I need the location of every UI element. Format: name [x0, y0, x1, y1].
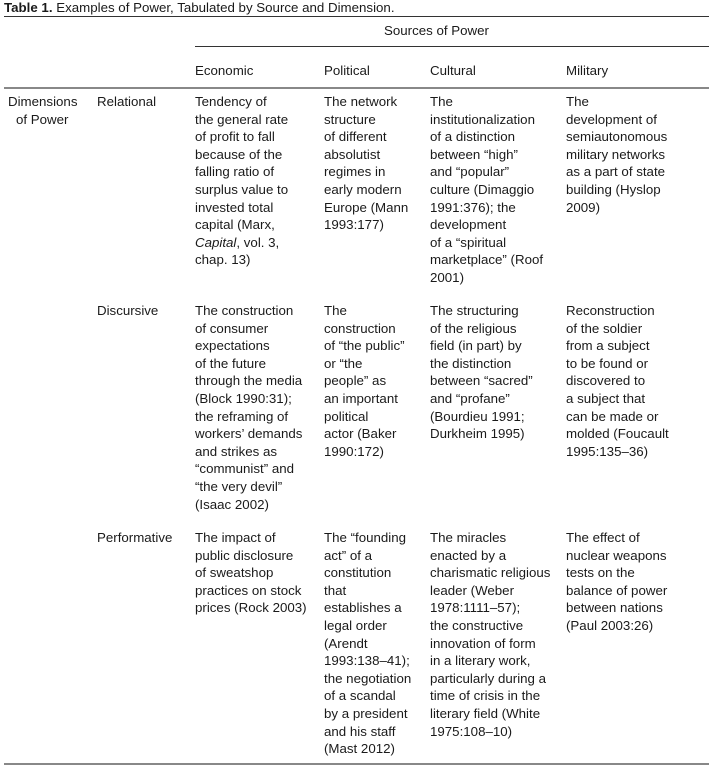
bottom-rule — [4, 763, 709, 765]
cell-line: of profit to fall — [195, 129, 275, 145]
cell-line: actor (Baker — [324, 426, 397, 442]
cell-line: of a scandal — [324, 688, 396, 704]
cell-line: legal order — [324, 617, 387, 633]
cell-line: (Bourdieu 1991; — [430, 408, 525, 424]
cell-line: military networks — [566, 146, 666, 162]
cell-line: The network — [324, 94, 398, 109]
cell-line: 1975:108–10) — [430, 723, 513, 739]
header-rule — [4, 87, 709, 89]
cell-line: through the media — [195, 373, 303, 389]
cell-line: (Paul 2003:26) — [566, 617, 654, 633]
cell-line: and “profane” — [430, 390, 510, 406]
cell-line: (Arendt — [324, 635, 368, 651]
cell-line: literary field (White — [430, 705, 541, 721]
cell-line: falling ratio of — [195, 164, 275, 180]
table-label: Table 1. — [4, 0, 53, 15]
cell-line: political — [324, 408, 369, 424]
cell-line: time of crisis in the — [430, 688, 541, 704]
cell-line: can be made or — [566, 408, 659, 424]
cell-line: development — [430, 217, 507, 233]
cell-line: discovered to — [566, 373, 646, 389]
cell-line: the distinction — [430, 355, 512, 371]
cell-line: the constructive — [430, 617, 524, 633]
table-cell — [566, 93, 667, 216]
top-rule — [4, 16, 709, 17]
cell-line: field (in part) by — [430, 338, 522, 354]
cell-line: nuclear weapons — [566, 547, 667, 563]
row-dimension: Performative — [97, 530, 173, 545]
cell-line: regimes in — [324, 164, 386, 180]
cell-line: The miracles — [430, 530, 507, 545]
cell-line: prices (Rock 2003) — [195, 600, 307, 616]
table-cell — [195, 529, 307, 617]
cell-line: capital (Marx, — [195, 217, 275, 233]
cell-line: chap. 13) — [195, 252, 251, 268]
cell-line: in a literary work, — [430, 653, 531, 669]
cell-line: The — [324, 303, 347, 318]
row-group-label — [8, 93, 77, 128]
table-cell — [566, 529, 667, 635]
cell-line: The “founding — [324, 530, 407, 545]
table-cell — [566, 302, 669, 460]
cell-line: between nations — [566, 600, 663, 616]
cell-line: The — [566, 94, 589, 109]
cell-line: invested total — [195, 199, 274, 215]
cell-line: as a part of state — [566, 164, 666, 180]
table-cell — [195, 302, 302, 513]
cell-line: structure — [324, 111, 376, 127]
cell-line: 1995:135–36) — [566, 443, 649, 459]
cell-line: of a “spiritual — [430, 234, 507, 250]
cell-line: The structuring — [430, 303, 519, 318]
cell-line: charismatic religious — [430, 565, 551, 581]
cell-line: the general rate — [195, 111, 289, 127]
cell-line: development of — [566, 111, 657, 127]
cell-line: and his staff — [324, 723, 396, 739]
cell-line: construction — [324, 320, 396, 336]
cell-line: The — [430, 94, 453, 109]
cell-line: molded (Foucault — [566, 426, 669, 442]
cell-line: that — [324, 582, 347, 598]
table-cell — [195, 93, 288, 269]
cell-line: (Isaac 2002) — [195, 496, 269, 512]
cell-line: and strikes as — [195, 443, 278, 459]
cell-line: leader (Weber — [430, 582, 515, 598]
cell-line: 1990:172) — [324, 443, 384, 459]
table-cell — [324, 529, 411, 758]
col-political: Political — [324, 63, 370, 78]
cell-line: tests on the — [566, 565, 635, 581]
cell-line: public disclosure — [195, 547, 294, 563]
table-cell — [430, 302, 533, 443]
cell-line: the negotiation — [324, 670, 412, 686]
cell-line: “communist” and — [195, 461, 295, 477]
group-rule — [195, 46, 709, 47]
sources-of-power-header: Sources of Power — [384, 23, 489, 38]
col-military: Military — [566, 63, 609, 78]
cell-line: of “the public” — [324, 338, 405, 354]
cell-line: of different — [324, 129, 387, 145]
cell-line: of the soldier — [566, 320, 643, 336]
cell-line: people” as — [324, 373, 387, 389]
cell-line: the reframing of — [195, 408, 289, 424]
cell-line: 2001) — [430, 269, 465, 285]
cell-line: surplus value to — [195, 181, 289, 197]
cell-line: Europe (Mann — [324, 199, 409, 215]
cell-line: of a distinction — [430, 129, 516, 145]
cell-line: from a subject — [566, 338, 650, 354]
table-cell — [430, 529, 550, 740]
row-group-line: of Power — [16, 111, 69, 127]
cell-line: because of the — [195, 146, 283, 162]
cell-line: or “the — [324, 355, 363, 371]
table-cell — [430, 93, 543, 287]
cell-line: The construction — [195, 303, 294, 318]
cell-line: Tendency of — [195, 94, 267, 109]
cell-line: “the very devil” — [195, 478, 283, 494]
cell-line: 1978:1111–57); — [430, 600, 521, 616]
cell-text: , vol. 3, — [236, 234, 280, 250]
cell-line: building (Hyslop — [566, 181, 661, 197]
cell-line: 1993:177) — [324, 217, 384, 233]
cell-line: practices on stock — [195, 582, 302, 598]
cell-line: innovation of form — [430, 635, 536, 651]
italic-title: Capital — [195, 234, 237, 250]
table-caption — [4, 0, 395, 15]
cell-line: Durkheim 1995) — [430, 426, 525, 442]
cell-line: constitution — [324, 565, 392, 581]
cell-line: act” of a — [324, 547, 373, 563]
cell-line: 2009) — [566, 199, 601, 215]
cell-line: a subject that — [566, 390, 646, 406]
cell-line: between “sacred” — [430, 373, 533, 389]
cell-line: early modern — [324, 181, 402, 197]
cell-line: particularly during a — [430, 670, 547, 686]
cell-line: of the religious — [430, 320, 517, 336]
cell-line: expectations — [195, 338, 270, 354]
cell-line: of sweatshop — [195, 565, 274, 581]
row-group-line: Dimensions — [8, 94, 78, 109]
cell-line: enacted by a — [430, 547, 507, 563]
cell-line: establishes a — [324, 600, 402, 616]
cell-line: The effect of — [566, 530, 640, 545]
col-economic: Economic — [195, 63, 254, 78]
cell-line: of the future — [195, 355, 266, 371]
row-dimension: Discursive — [97, 303, 159, 318]
cell-line: absolutist — [324, 146, 381, 162]
table-title: Examples of Power, Tabulated by Source and Dimension. — [56, 0, 395, 15]
table-cell — [324, 93, 408, 234]
cell-line: semiautonomous — [566, 129, 668, 145]
cell-line: an important — [324, 390, 398, 406]
cell-line: 1991:376); the — [430, 199, 516, 215]
cell-line: of consumer — [195, 320, 269, 336]
cell-line: and “popular” — [430, 164, 510, 180]
cell-line — [195, 234, 288, 252]
cell-line: (Block 1990:31); — [195, 390, 292, 406]
row-dimension: Relational — [97, 94, 157, 109]
col-cultural: Cultural — [430, 63, 476, 78]
table-cell — [324, 302, 405, 460]
cell-line: institutionalization — [430, 111, 535, 127]
cell-line: Reconstruction — [566, 303, 655, 318]
cell-line: workers’ demands — [195, 426, 303, 442]
cell-line: (Mast 2012) — [324, 741, 395, 757]
cell-line: balance of power — [566, 582, 668, 598]
cell-line: The impact of — [195, 530, 276, 545]
cell-line: marketplace” (Roof — [430, 252, 544, 268]
cell-line: 1993:138–41); — [324, 653, 410, 669]
cell-line: between “high” — [430, 146, 518, 162]
cell-line: to be found or — [566, 355, 649, 371]
cell-line: by a president — [324, 705, 408, 721]
cell-line: culture (Dimaggio — [430, 181, 535, 197]
